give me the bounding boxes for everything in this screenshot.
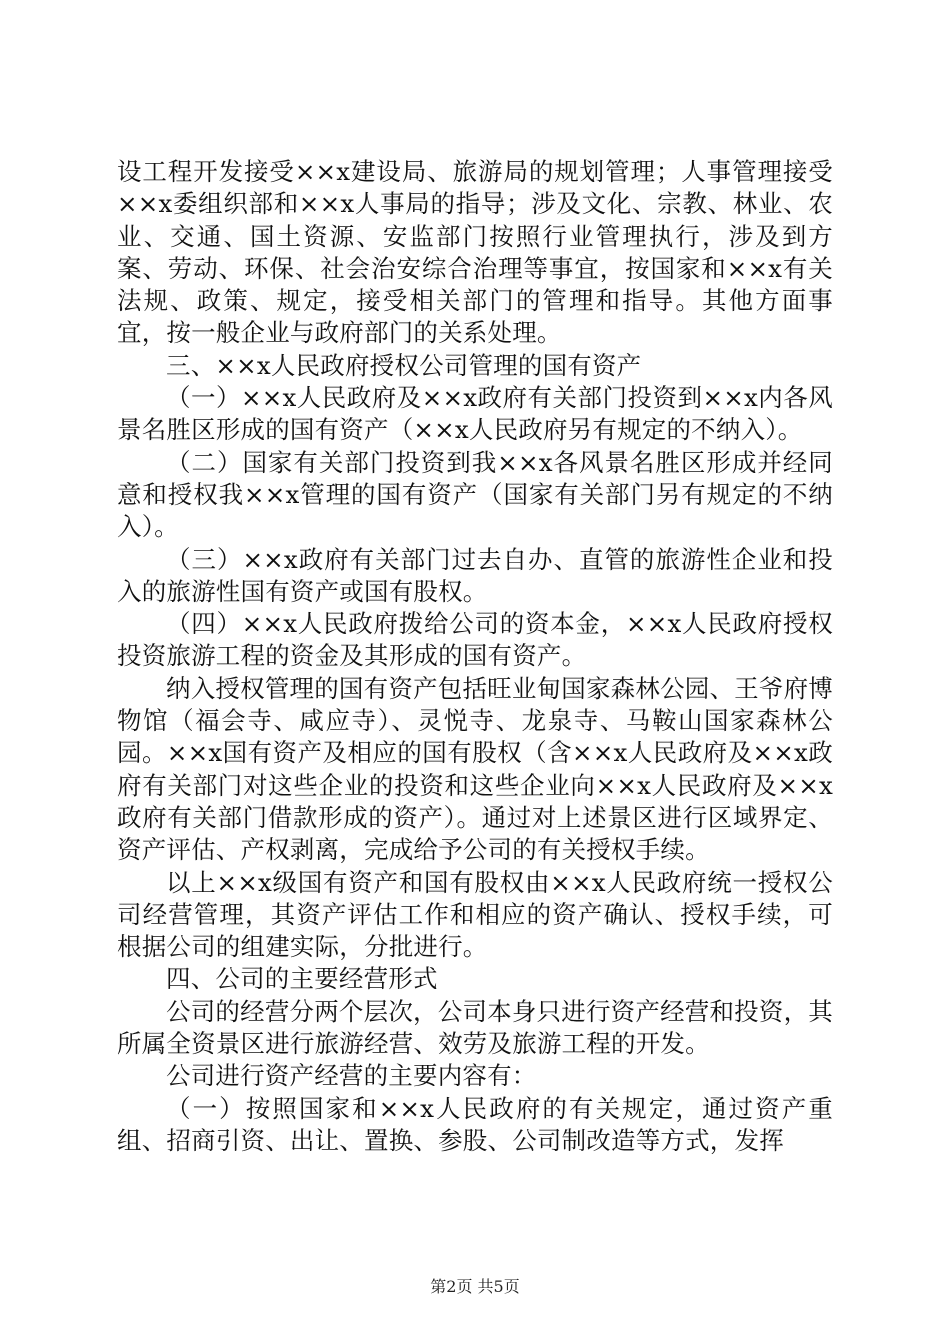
document-body (117, 156, 833, 1157)
paragraph-asset-operations-intro: 公司进行资产经营的主要内容有： (166, 1061, 537, 1091)
list-item-operations-1: （一）按照国家和××x人民政府的有关规定，通过资产重组、招商引资、出让、置换、参股、公司制改造等方式，发挥 (117, 1093, 833, 1155)
paragraph-business-levels: 公司的经营分两个层次，公司本身只进行资产经营和投资，其所属全资景区进行旅游经营、效劳及旅游工程的开发。 (117, 996, 833, 1059)
section-heading-3: 三、××x人民政府授权公司管理的国有资产 (166, 350, 642, 380)
paragraph-authorized-assets: 纳入授权管理的国有资产包括旺业甸国家森林公园、王爷府博物馆（福会寺、咸应寺）、灵悦寺、龙泉寺、马鞍山国家森林公园。××x国有资产及相应的国有股权（含××x人民政府及××x政府有关部门对这些企业的投资和这些企业向××x人民政府及××x政府有关部门借款形成的资产）。通过对上述景区进行区域界定、资产评估、产权剥离，完成给予公司的有关授权手续。 (117, 673, 833, 865)
list-item-4: （四）××x人民政府拨给公司的资本金，××x人民政府授权投资旅游工程的资金及其形成的国有资产。 (117, 609, 833, 671)
page-number-footer: 第2页 共5页 (430, 1277, 520, 1296)
list-item-3: （三）××x政府有关部门过去自办、直管的旅游性企业和投入的旅游性国有资产或国有股权。 (117, 544, 833, 606)
paragraph-continuation: 设工程开发接受××x建设局、旅游局的规划管理；人事管理接受××x委组织部和××x人事局的指导；涉及文化、宗教、林业、农业、交通、国土资源、安监部门按照行业管理执行，涉及到方案、劳动、环保、社会治安综合治理等事宜，按国家和××x有关法规、政策、规定，接受相关部门的管理和指导。其他方面事宜，按一般企业与政府部门的关系处理。 (117, 157, 833, 348)
list-item-1: （一）××x人民政府及××x政府有关部门投资到××x内各风景名胜区形成的国有资产（××x人民政府另有规定的不纳入）。 (117, 383, 833, 445)
list-item-2: （二）国家有关部门投资到我××x各风景名胜区形成并经同意和授权我××x管理的国有资产（国家有关部门另有规定的不纳入）。 (117, 447, 833, 542)
paragraph-unified-authorization: 以上××x级国有资产和国有股权由××x人民政府统一授权公司经营管理，其资产评估工作和相应的资产确认、授权手续，可根据公司的组建实际，分批进行。 (117, 867, 833, 962)
section-heading-4: 四、公司的主要经营形式 (166, 964, 438, 994)
